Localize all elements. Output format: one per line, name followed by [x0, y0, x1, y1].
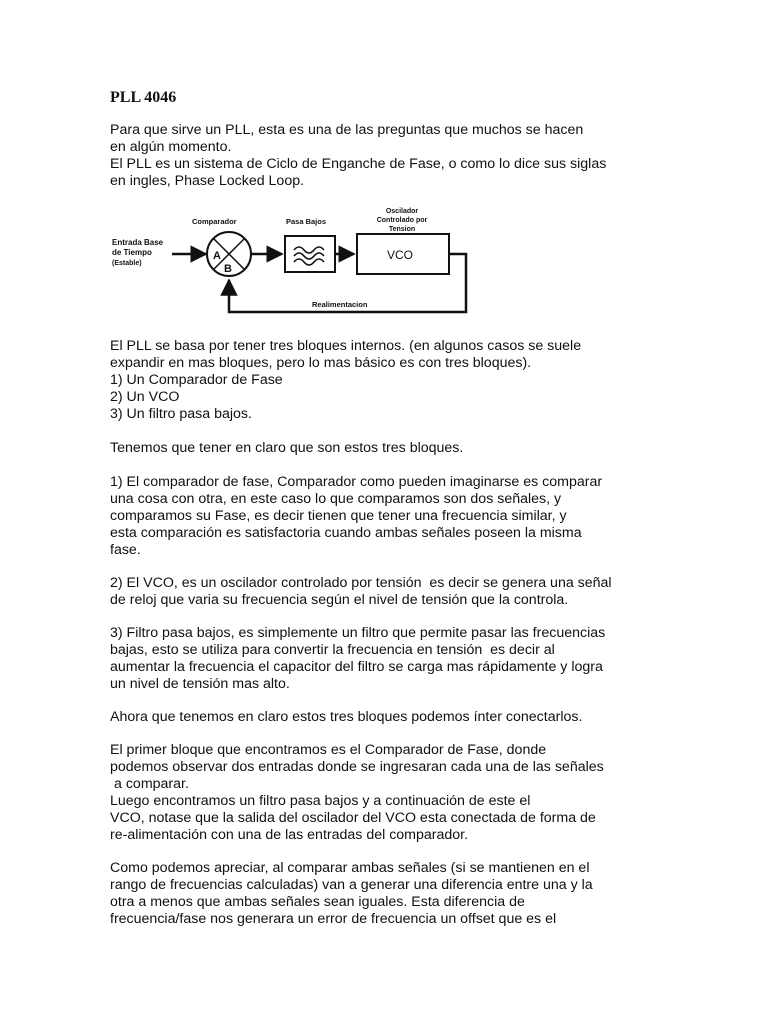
intro-paragraph	[110, 122, 606, 190]
input-label-line: de Tiempo	[112, 248, 152, 257]
text-line: de reloj que varia su frecuencia según el nivel de tensión que la controla.	[110, 592, 569, 608]
feedback-label: Realimentacion	[312, 300, 368, 309]
text-line: Luego encontramos un filtro pasa bajos y a continuación de este el	[110, 793, 531, 809]
oscillator-label-line: Controlado por	[376, 217, 428, 224]
input-label-line: (Estable)	[112, 260, 142, 267]
text-line: en algún momento.	[110, 139, 232, 155]
text-line: un nivel de tensión mas alto.	[110, 676, 290, 692]
document-title: PLL 4046	[110, 89, 177, 106]
text-line: en ingles, Phase Locked Loop.	[110, 173, 305, 189]
text-line: a comparar.	[114, 776, 189, 792]
oscillator-label-line: Tension	[388, 226, 416, 233]
point2-paragraph	[110, 575, 612, 609]
text-line: otra a menos que ambas señales sean iguales. Esta diferencia de	[110, 894, 525, 910]
text-line: comparamos su Fase, es decir tienen que tener una frecuencia similar, y	[110, 508, 567, 524]
text-line: El PLL es un sistema de Ciclo de Enganche de Fase, o como lo dice sus siglas	[110, 156, 607, 172]
text-line: rango de frecuencias calculadas) van a generar una diferencia entre una y la	[110, 877, 593, 893]
text-line: bajas, esto se utiliza para convertir la frecuencia en tensión es decir al	[110, 642, 555, 658]
text-line: Tenemos que tener en claro que son estos tres bloques.	[110, 440, 464, 456]
point3-paragraph	[110, 625, 605, 693]
text-line: podemos observar dos entradas donde se ingresaran cada una de las señales	[110, 759, 604, 775]
text-line: El primer bloque que encontramos es el Comparador de Fase, donde	[110, 742, 547, 758]
blocks-paragraph	[110, 338, 581, 423]
list-item: 2) Un VCO	[110, 389, 180, 405]
compare-paragraph	[110, 860, 593, 928]
list-item: 1) Un Comparador de Fase	[110, 372, 283, 388]
pll-block-diagram	[82, 204, 472, 324]
connect-paragraph	[110, 709, 582, 726]
comparator-input-a: A	[213, 250, 221, 262]
text-line: Como podemos apreciar, al comparar ambas señales (si se mantienen en el	[110, 860, 590, 876]
text-line: frecuencia/fase nos generara un error de frecuencia un offset que es el	[110, 911, 557, 927]
text-line: una cosa con otra, en este caso lo que comparamos son dos señales, y	[110, 491, 562, 507]
filter-label: Pasa Bajos	[286, 217, 327, 226]
first-block-paragraph	[110, 742, 604, 844]
oscillator-label-line: Oscilador	[385, 208, 419, 215]
text-line: fase.	[110, 542, 141, 558]
comparator-input-b: B	[224, 263, 232, 275]
text-line: 2) El VCO, es un oscilador controlado por tensión es decir se genera una señal	[110, 575, 612, 591]
input-label-line: Entrada Base	[112, 238, 164, 247]
comparator-label: Comparador	[192, 217, 237, 226]
text-line: 1) El comparador de fase, Comparador como pueden imaginarse es comparar	[110, 474, 603, 490]
text-line: re-alimentación con una de las entradas del comparador.	[110, 827, 469, 843]
vco-label: VCO	[387, 248, 414, 262]
text-line: 3) Filtro pasa bajos, es simplemente un filtro que permite pasar las frecuencias	[110, 625, 606, 641]
text-line: Para que sirve un PLL, esta es una de las preguntas que muchos se hacen	[110, 122, 584, 138]
text-line: expandir en mas bloques, pero lo mas básico es con tres bloques).	[110, 355, 532, 371]
point1-paragraph	[110, 474, 602, 559]
text-line: Ahora que tenemos en claro estos tres bloques podemos ínter conectarlos.	[110, 709, 583, 725]
text-line: El PLL se basa por tener tres bloques internos. (en algunos casos se suele	[110, 338, 582, 354]
clarity-paragraph	[110, 440, 463, 457]
text-line: VCO, notase que la salida del oscilador del VCO esta conectada de forma de	[110, 810, 596, 826]
filter-box	[285, 236, 335, 272]
text-line: esta comparación es satisfactoria cuando ambas señales poseen la misma	[110, 525, 582, 541]
list-item: 3) Un filtro pasa bajos.	[110, 406, 252, 422]
text-line: aumentar la frecuencia el capacitor del filtro se carga mas rápidamente y logra	[110, 659, 603, 675]
